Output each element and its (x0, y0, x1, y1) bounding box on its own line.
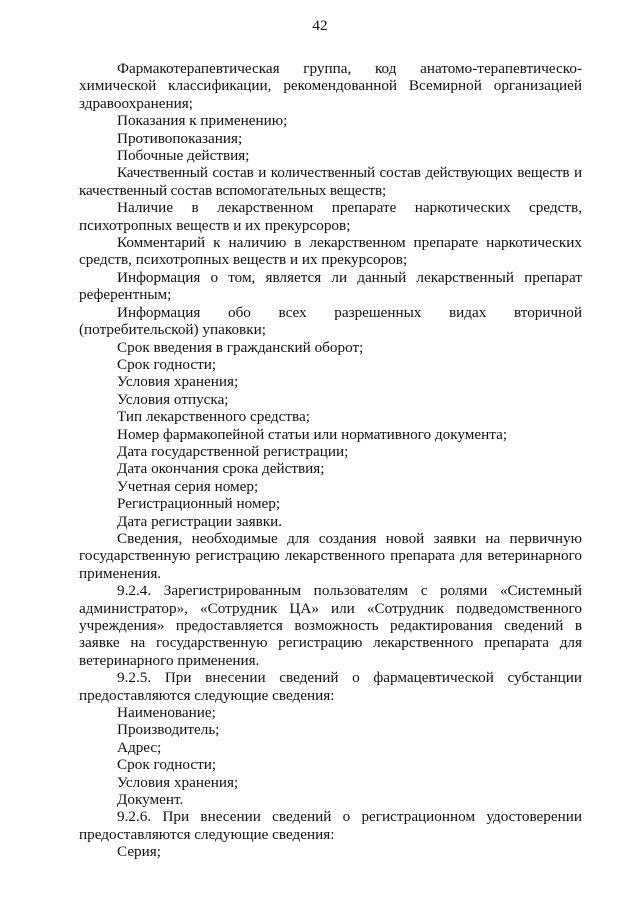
section-9-2-6: 9.2.6. При внесении сведений о регистрационном удостоверении предоставляются следующие сведения: (79, 808, 582, 843)
document-body (79, 60, 582, 861)
list-item: Адрес; (117, 738, 162, 756)
list-item: Противопоказания; (117, 129, 243, 147)
paragraph: Качественный состав и количественный состав действующих веществ и качественный состав вспомогательных веществ; (79, 164, 582, 199)
list-item: Наименование; (117, 704, 216, 722)
list-item: Серия; (117, 843, 161, 861)
list-item: Срок годности; (117, 355, 217, 373)
list-item: Дата окончания срока действия; (117, 460, 325, 478)
list-item: Учетная серия номер; (117, 477, 259, 495)
list-item: Срок введения в гражданский оборот; (117, 338, 364, 356)
paragraph: Наличие в лекарственном препарате наркотических средств, психотропных веществ и их прекурсоров; (79, 199, 582, 234)
list-item: Тип лекарственного средства; (117, 408, 310, 426)
list-item: Срок годности; (117, 756, 217, 774)
list-item: Условия хранения; (117, 373, 239, 391)
list-item: Документ. (117, 791, 184, 809)
paragraph: Сведения, необходимые для создания новой заявки на первичную государственную регистрацию лекарственного препарата для ветеринарного применения. (79, 529, 582, 582)
section-9-2-5: 9.2.5. При внесении сведений о фармацевтической субстанции предоставляются следующие сведения: (79, 669, 582, 704)
list-item: Показания к применению; (117, 112, 288, 130)
page-number: 42 (312, 17, 328, 34)
list-item: Побочные действия; (117, 147, 250, 165)
list-item: Условия хранения; (117, 773, 239, 791)
list-item: Номер фармакопейной статьи или нормативного документа; (117, 425, 508, 443)
list-item: Условия отпуска; (117, 390, 229, 408)
list-item: Производитель; (117, 721, 220, 739)
paragraph: Комментарий к наличию в лекарственном препарате наркотических средств, психотропных веществ и их прекурсоров; (79, 234, 582, 269)
list-item: Дата регистрации заявки. (117, 512, 283, 530)
list-item: Дата государственной регистрации; (117, 442, 349, 460)
paragraph: Информация о том, является ли данный лекарственный препарат референтным; (79, 268, 582, 304)
paragraph: Информация обо всех разрешенных видах вторичной (потребительской) упаковки; (79, 303, 582, 339)
list-item: Регистрационный номер; (117, 495, 281, 513)
section-9-2-4: 9.2.4. Зарегистрированным пользователям с ролями «Системный администратор», «Сотрудник ЦА» или «Сотрудник подведомственного учреждения» предоставляется возможность редактирования сведений в заявке на государственную регистрацию лекарственного препарата для ветеринарного применения. (79, 582, 582, 669)
paragraph: Фармакотерапевтическая группа, код анатомо-терапевтическо-химической классификации, рекомендованной Всемирной организацией здравоохранения; (79, 60, 582, 112)
